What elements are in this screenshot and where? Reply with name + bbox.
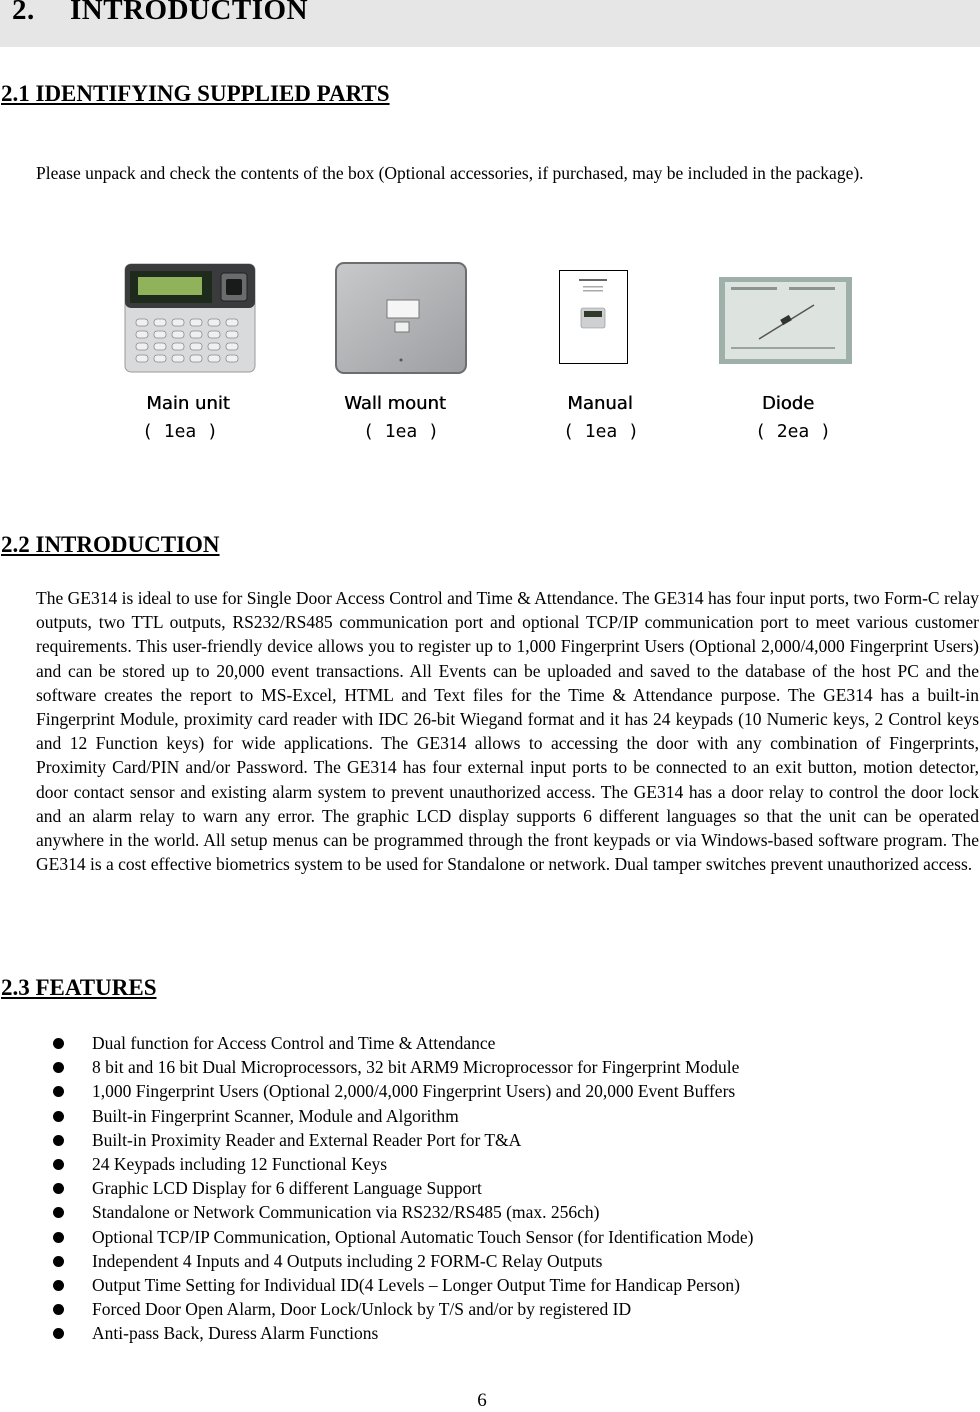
diode-image	[719, 277, 852, 364]
part-qty-diode: ( 2ea )	[755, 421, 831, 442]
bullet-icon	[53, 1207, 64, 1218]
bullet-icon	[53, 1159, 64, 1170]
feature-text: Anti-pass Back, Duress Alarm Functions	[92, 1323, 379, 1344]
feature-item	[0, 1200, 980, 1224]
section-number: 2.	[12, 0, 35, 26]
section-title: INTRODUCTION	[70, 0, 309, 26]
bullet-icon	[53, 1038, 64, 1049]
feature-item	[0, 1104, 980, 1128]
bullet-icon	[53, 1183, 64, 1194]
introduction-paragraph: The GE314 is ideal to use for Single Door Access Control and Time & Attendance. The GE314 has four input ports, two Form-C relay outputs, two TTL outputs, RS232/RS485 communication port and optional TCP/IP communication port to meet various customer requirements. This user-friendly device allows you to register up to 1,000 Fingerprint Users (Optional 2,000/4,000 Fingerprint Users) and can be stored up to 20,000 event transactions. All Events can be uploaded and saved to the database of the host PC and the software creates the report to MS-Excel, HTML and Text files for the Time & Attendance purpose. The GE314 has a built-in Fingerprint Module, proximity card reader with IDC 26-bit Wiegand format and it has 24 keypads (10 Numeric keys, 2 Control keys and 12 Function keys) for wide applications. The GE314 allows to accessing the door with any combination of Fingerprints, Proximity Card/PIN and/or Password. The GE314 has four external input ports to be connected to an exit button, motion detector, door contact sensor and existing alarm system to prevent unauthorized access. The GE314 has a door relay to control the door lock and an alarm relay to warn any error. The graphic LCD display supports 6 different languages so that the unit can be operated anywhere in the world. All setup menus can be programmed through the front keypads or via Windows-based software program. The GE314 is a cost effective biometrics system to be used for Standalone or network. Dual tamper switches prevent unauthorized access.	[36, 588, 979, 875]
feature-text: Built-in Proximity Reader and External Reader Port for T&A	[92, 1129, 522, 1150]
bullet-icon	[53, 1256, 64, 1267]
feature-item	[0, 1152, 980, 1176]
bullet-icon	[53, 1111, 64, 1122]
bullet-icon	[53, 1280, 64, 1291]
manual-image	[559, 270, 629, 365]
features-list	[0, 1031, 980, 1345]
feature-text: Standalone or Network Communication via RS232/RS485 (max. 256ch)	[92, 1202, 600, 1223]
feature-item	[0, 1297, 980, 1321]
feature-item	[0, 1031, 980, 1055]
subsection-title-features: 2.3 FEATURES	[1, 975, 157, 1000]
feature-text: Dual function for Access Control and Time & Attendance	[92, 1033, 496, 1053]
part-qty-manual: ( 1ea )	[563, 421, 639, 442]
subsection-title-introduction: 2.2 INTRODUCTION	[1, 532, 220, 557]
bullet-icon	[53, 1135, 64, 1146]
feature-text: 8 bit and 16 bit Dual Microprocessors, 32 bit ARM9 Microprocessor for Fingerprint Module	[92, 1057, 740, 1078]
section-heading	[12, 0, 308, 27]
section-banner	[0, 0, 980, 47]
page-number: 6	[477, 1390, 487, 1411]
parts-intro-paragraph: Please unpack and check the contents of the box (Optional accessories, if purchased, may be included in the package).	[36, 163, 864, 183]
part-name-manual: Manual	[567, 393, 633, 414]
feature-text: Forced Door Open Alarm, Door Lock/Unlock by T/S and/or by registered ID	[92, 1299, 632, 1320]
feature-text: Built-in Fingerprint Scanner, Module and Algorithm	[92, 1105, 459, 1126]
feature-text: 1,000 Fingerprint Users (Optional 2,000/4,000 Fingerprint Users) and 20,000 Event Buffers	[92, 1081, 736, 1102]
feature-item	[0, 1273, 980, 1297]
feature-item	[0, 1055, 980, 1079]
bullet-icon	[53, 1232, 64, 1243]
main-unit-image	[124, 263, 256, 373]
part-name-diode: Diode	[761, 393, 815, 414]
bullet-icon	[53, 1086, 64, 1097]
feature-item	[0, 1128, 980, 1152]
feature-item	[0, 1225, 980, 1249]
part-name-main-unit: Main unit	[146, 393, 230, 414]
subsection-title-parts: 2.1 IDENTIFYING SUPPLIED PARTS	[1, 81, 390, 106]
feature-item	[0, 1321, 980, 1345]
part-name-wall-mount: Wall mount	[344, 393, 446, 414]
feature-text: Graphic LCD Display for 6 different Language Support	[92, 1178, 482, 1199]
feature-text: 24 Keypads including 12 Functional Keys	[92, 1153, 388, 1174]
feature-item	[0, 1249, 980, 1273]
feature-text: Output Time Setting for Individual ID(4 Levels – Longer Output Time for Handicap Person)	[92, 1274, 740, 1295]
feature-text: Independent 4 Inputs and 4 Outputs including 2 FORM-C Relay Outputs	[92, 1250, 603, 1271]
feature-item	[0, 1176, 980, 1200]
part-qty-main-unit: ( 1ea )	[142, 421, 218, 442]
bullet-icon	[53, 1304, 64, 1315]
wall-mount-image	[335, 262, 467, 374]
bullet-icon	[53, 1062, 64, 1073]
bullet-icon	[53, 1328, 64, 1339]
part-qty-wall-mount: ( 1ea )	[363, 421, 439, 442]
feature-item	[0, 1079, 980, 1103]
feature-text: Optional TCP/IP Communication, Optional Automatic Touch Sensor (for Identification Mode)	[92, 1226, 754, 1247]
